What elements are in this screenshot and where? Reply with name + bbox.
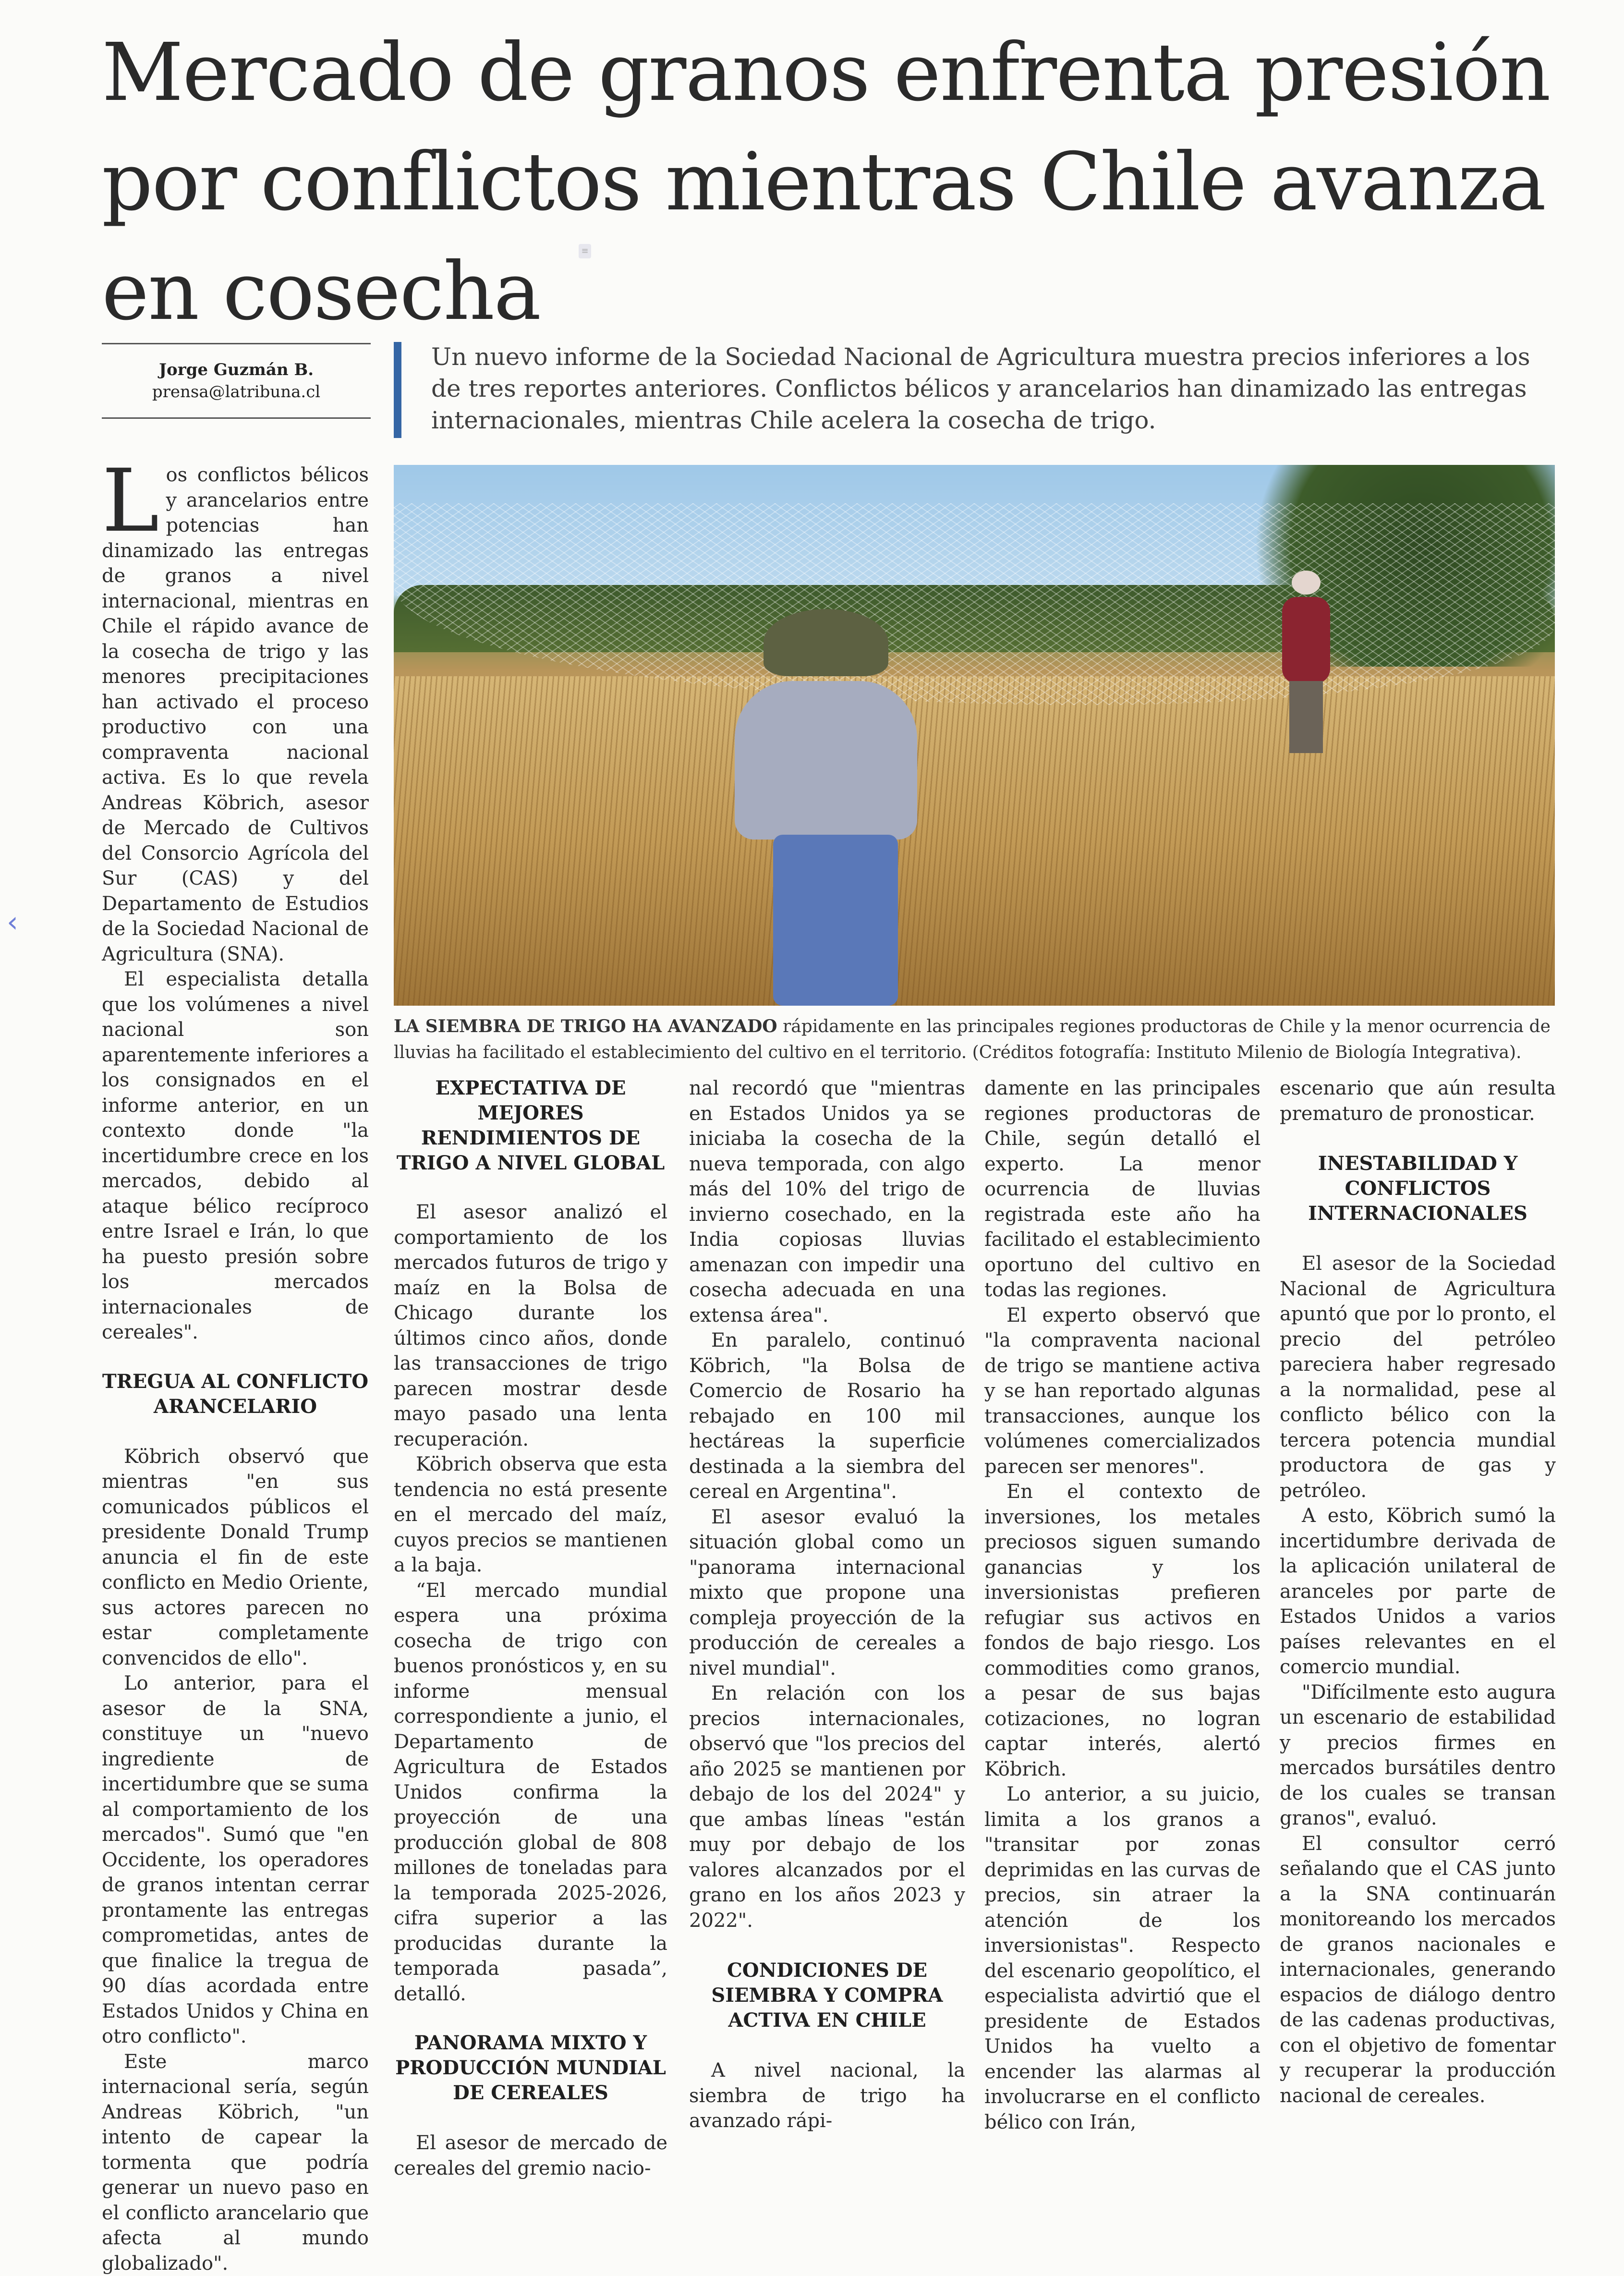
subheading: PANORAMA MIXTO Y PRODUCCIÓN MUNDIAL DE CEREALES [394,2031,667,2106]
dropcap: L [102,465,159,537]
subheading: INESTABILIDAD Y CONFLICTOS INTERNACIONALES [1280,1151,1556,1226]
paragraph: El experto observó que "la compraventa nacional de trigo se mantiene activa y se han reportado algunas transacciones, aunque los volúmenes comercializados parecen ser menores". [984,1303,1260,1480]
byline-author: Jorge Guzmán B. [102,359,371,381]
paragraph: El asesor analizó el comportamiento de los mercados futuros de trigo y maíz en la Bolsa de Chicago durante los últimos cinco años, donde las transacciones de trigo parecen mostrar desde mayo pasado una lenta recuperación. [394,1200,667,1452]
paragraph: El asesor evaluó la situación global como un "panorama internacional mixto que propone una compleja proyección de la producción de cereales a nivel mundial". [689,1505,965,1681]
photo-net [394,503,1555,705]
paragraph: A nivel nacional, la siembra de trigo ha avanzado rápi- [689,2058,965,2134]
article-column-2 [394,1076,667,2181]
paragraph: Lo anterior, para el asesor de la SNA, constituye un "nuevo ingrediente de incertidumbre que se suma al comportamiento de los mercados". Sumó que "en Occidente, los operadores de granos intentan cerrar prontamente las entregas comprometidas, antes de que finalice la tregua de 90 días acordada entre Estados Unidos y China en otro conflicto". [102,1671,369,2049]
paragraph: En relación con los precios internacionales, observó que "los precios del año 2025 se mantienen por debajo de los del 2024" y que ambas líneas "están muy por debajo de los valores alcanzados por el grano en los años 2023 y 2022". [689,1681,965,1933]
paragraph: damente en las principales regiones productoras de Chile, según detalló el experto. La menor ocurrencia de lluvias registrada este año ha facilitado el establecimiento oportuno del cultivo en todas las regiones. [984,1076,1260,1303]
paragraph: En paralelo, continuó Köbrich, "la Bolsa de Comercio de Rosario ha rebajado en 100 mil hectáreas la superficie destinada a la siembra del cereal en Argentina". [689,1328,965,1505]
article-column-5 [1280,1076,1556,2108]
paragraph: escenario que aún resulta prematuro de pronosticar. [1280,1076,1556,1126]
lead-accent-bar [394,342,401,438]
paragraph: nal recordó que "mientras en Estados Unidos ya se iniciaba la cosecha de la nueva temporada, con algo más del 10% del trigo de invierno cosechado, en la India copiosas lluvias amenazan con impedir una cosecha adecuada en una extensa área". [689,1076,965,1328]
paragraph: En el contexto de inversiones, los metales preciosos siguen sumando ganancias y los inversionistas prefieren refugiar sus activos en fondos de bajo riesgo. Los commodities como granos, a pesar de sus bajas cotizaciones, no logran captar interés, alertó Köbrich. [984,1479,1260,1782]
paragraph: El consultor cerró señalando que el CAS junto a la SNA continuarán monitoreando los mercados de granos nacionales e internacionales, generando espacios de diálogo dentro de las cadenas productivas, con el objetivo de fomentar y recuperar la producción nacional de cereales. [1280,1831,1556,2109]
subheading: EXPECTATIVA DE MEJORES RENDIMIENTOS DE TRIGO A NIVEL GLOBAL [394,1076,667,1176]
photo-caption [394,1013,1555,1066]
paragraph: "Difícilmente esto augura un escenario de estabilidad y precios firmes en mercados bursátiles dentro de los cuales se transan granos", evaluó. [1280,1680,1556,1831]
paragraph: El asesor de la Sociedad Nacional de Agricultura apuntó que por lo pronto, el precio del petróleo pareciera haber regresado a la normalidad, pese al conflicto bélico con la tercera potencia mundial productora de gas y petróleo. [1280,1251,1556,1503]
paragraph: “El mercado mundial espera una próxima cosecha de trigo con buenos pronósticos y, en su informe mensual correspondiente a junio, el Departamento de Agricultura de Estados Unidos confirma la proyección de una producción global de 808 millones de toneladas para la temporada 2025-2026, cifra superior a las producidas durante la temporada pasada”, detalló. [394,1578,667,2007]
photo-person-foreground [725,609,927,1006]
note-marker-icon[interactable]: ≡ [579,244,591,258]
paragraph: El especialista detalla que los volúmenes a nivel nacional son aparentemente inferiores a los consignados en el informe anterior, en un contexto donde "la incertidumbre crece en los mercados, debido al ataque bélico recíproco entre Israel e Irán, lo que ha puesto presión sobre los mercados internacionales de cereales". [102,967,369,1345]
paragraph: Este marco internacional sería, según Andreas Köbrich, "un intento de capear la tormenta que podría generar un nuevo paso en el conflicto arancelario que afecta al mundo globalizado". [102,2049,369,2276]
wheat-field-photo [394,465,1555,1006]
paragraph: Köbrich observa que esta tendencia no está presente en el mercado del maíz, cuyos precios se mantienen a la baja. [394,1452,667,1578]
lead-paragraph: Un nuevo informe de la Sociedad Nacional de Agricultura muestra precios inferiores a los de tres reportes anteriores. Conflictos bélicos y arancelarios han dinamizado las entregas internacionales, mientras Chile acelera la cosecha de trigo. [431,341,1560,436]
article-column-4 [984,1076,1260,2135]
article-column-3 [689,1076,965,2134]
caption-text: rápidamente en las principales regiones productoras de Chile y la menor ocurrencia de lluvias ha facilitado el establecimiento del cultivo en el territorio. (Créditos fotografía: Instituto Milenio de Biología Integrativa). [394,1017,1551,1062]
paragraph: Köbrich observó que mientras "en sus comunicados públicos el presidente Donald Trump anuncia el fin de este conflicto en Medio Oriente, sus actores parecen no estar completamente convencidos de ello". [102,1444,369,1671]
subheading: TREGUA AL CONFLICTO ARANCELARIO [102,1369,369,1419]
byline-email: prensa@latribuna.cl [102,381,371,403]
photo-wheat [394,676,1555,1006]
paragraph: Los conflictos bélicos y arancelarios entre potencias han dinamizado las entregas de granos a nivel internacional, mientras en Chile el rápido avance de la cosecha de trigo y las menores precipitaciones han activado el proceso productivo con una compraventa nacional activa. Es lo que revela Andreas Köbrich, asesor de Mercado de Cultivos del Consorcio Agrícola del Sur (CAS) y del Departamento de Estudios de la Sociedad Nacional de Agricultura (SNA). [102,463,369,967]
headline: Mercado de granos enfrenta presión por conflictos mientras Chile avanza en cosecha [102,18,1552,347]
article-column-1 [102,463,369,2276]
byline [102,343,371,419]
paragraph: Lo anterior, a su juicio, limita a los granos a "transitar por zonas deprimidas en las curvas de precios, sin atraer la atención de los inversionistas". Respecto del escenario geopolítico, el especialista advirtió que el presidente de Estados Unidos ha vuelto a encender las alarmas al involucrarse en el conflicto bélico con Irán, [984,1782,1260,2135]
paragraph: A esto, Köbrich sumó la incertidumbre derivada de la aplicación unilateral de aranceles por parte de Estados Unidos a varios países relevantes en el comercio mundial. [1280,1503,1556,1680]
subheading: CONDICIONES DE SIEMBRA Y COMPRA ACTIVA EN CHILE [689,1958,965,2033]
paragraph: El asesor de mercado de cereales del gremio nacio- [394,2130,667,2181]
photo-person-background [1277,571,1335,753]
chevron-left-icon[interactable]: ‹ [7,905,26,939]
caption-lead-in: LA SIEMBRA DE TRIGO HA AVANZADO [394,1016,777,1036]
